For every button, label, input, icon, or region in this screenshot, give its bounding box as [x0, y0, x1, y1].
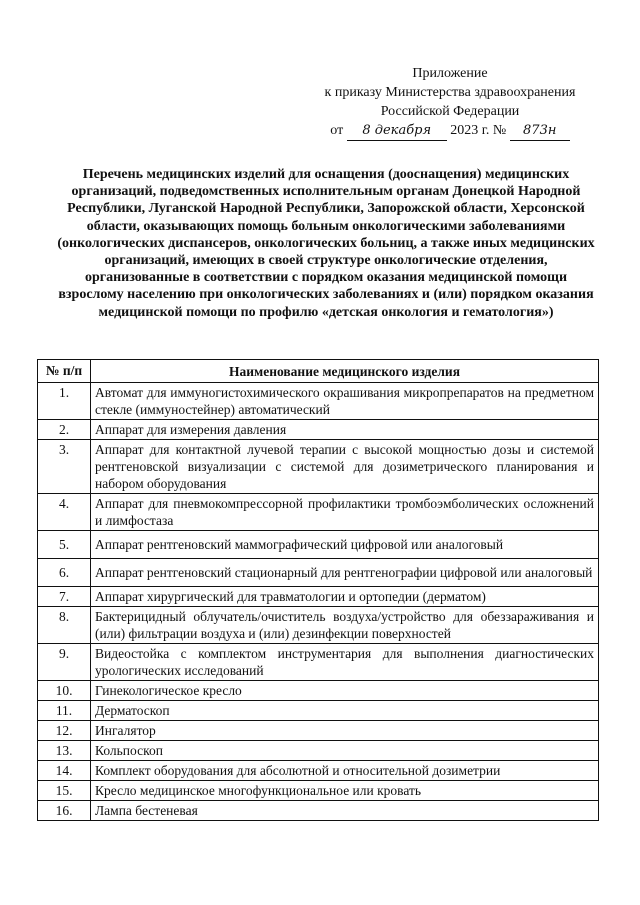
row-item-name: Аппарат для контактной лучевой терапии с высокой мощностью дозы и системой рентгеновской визуализации с системой для дозиметрического планирования и набором оборудования	[91, 440, 599, 494]
year-label: 2023 г. №	[450, 123, 507, 138]
row-item-name: Аппарат хирургический для травматологии и ортопедии (дерматом)	[91, 587, 599, 607]
row-item-name: Лампа бестеневая	[91, 801, 599, 821]
row-item-name: Ингалятор	[91, 721, 599, 741]
handwritten-date: 8 декабря	[347, 121, 447, 141]
table-row	[38, 607, 599, 644]
row-number: 4.	[38, 494, 91, 531]
table-row	[38, 420, 599, 440]
table-row	[38, 701, 599, 721]
appendix-label: Приложение	[412, 66, 488, 81]
row-number: 15.	[38, 781, 91, 801]
row-number: 16.	[38, 801, 91, 821]
row-number: 6.	[38, 559, 91, 587]
header-num: № п/п	[38, 360, 91, 383]
document-title: Перечень медицинских изделий для оснащения (дооснащения) медицинских организаций, подведомственных исполнительным органам Донецкой Народной Республики, Луганской Народной Республики, Запорожской области, Херсонской области, оказывающих помощь больным онкологическими заболеваниями (онкологических диспансеров, онкологических больниц, а также иных медицинских организаций, имеющих в своей структуре онкологические отделения, организованные в соответствии с порядком оказания медицинской помощи взрослому населению при онкологических заболеваниях и (или) порядком оказания медицинской помощи по профилю «детская онкология и гематология»)	[57, 167, 595, 320]
row-item-name: Кольпоскоп	[91, 741, 599, 761]
order-line	[300, 121, 600, 141]
row-item-name: Комплект оборудования для абсолютной и относительной дозиметрии	[91, 761, 599, 781]
row-number: 2.	[38, 420, 91, 440]
table-row	[38, 494, 599, 531]
appendix-block	[300, 64, 600, 141]
row-number: 9.	[38, 644, 91, 681]
row-number: 10.	[38, 681, 91, 701]
table-row	[38, 681, 599, 701]
table-row	[38, 559, 599, 587]
row-number: 13.	[38, 741, 91, 761]
header-name: Наименование медицинского изделия	[91, 360, 599, 383]
row-item-name: Бактерицидный облучатель/очиститель воздуха/устройство для обеззараживания и (или) фильтрации воздуха и (или) дезинфекции поверхностей	[91, 607, 599, 644]
row-number: 1.	[38, 383, 91, 420]
row-item-name: Дерматоскоп	[91, 701, 599, 721]
handwritten-order-number: 873н	[510, 121, 570, 141]
row-item-name: Кресло медицинское многофункциональное или кровать	[91, 781, 599, 801]
row-number: 3.	[38, 440, 91, 494]
row-item-name: Аппарат для измерения давления	[91, 420, 599, 440]
table-row	[38, 801, 599, 821]
row-item-name: Аппарат рентгеновский маммографический цифровой или аналоговый	[91, 531, 599, 559]
table-row	[38, 741, 599, 761]
row-item-name: Автомат для иммуногистохимического окрашивания микропрепаратов на предметном стекле (иммуностейнер) автоматический	[91, 383, 599, 420]
from-label: от	[330, 123, 344, 138]
equipment-table	[37, 359, 599, 821]
table-row	[38, 531, 599, 559]
table-row	[38, 644, 599, 681]
table-row	[38, 383, 599, 420]
row-item-name: Аппарат рентгеновский стационарный для рентгенографии цифровой или аналоговый	[91, 559, 599, 587]
table-row	[38, 781, 599, 801]
appendix-order-ref: к приказу Министерства здравоохранения	[324, 85, 576, 100]
table-body	[38, 383, 599, 821]
table-header-row	[38, 360, 599, 383]
appendix-country: Российской Федерации	[380, 104, 520, 119]
table-row	[38, 721, 599, 741]
table-row	[38, 587, 599, 607]
table-row	[38, 761, 599, 781]
row-item-name: Гинекологическое кресло	[91, 681, 599, 701]
row-number: 8.	[38, 607, 91, 644]
row-number: 14.	[38, 761, 91, 781]
row-number: 7.	[38, 587, 91, 607]
row-item-name: Аппарат для пневмокомпрессорной профилактики тромбоэмболических осложнений и лимфостаза	[91, 494, 599, 531]
row-number: 12.	[38, 721, 91, 741]
table-row	[38, 440, 599, 494]
row-number: 11.	[38, 701, 91, 721]
row-number: 5.	[38, 531, 91, 559]
row-item-name: Видеостойка с комплектом инструментария для выполнения диагностических урологических исследований	[91, 644, 599, 681]
